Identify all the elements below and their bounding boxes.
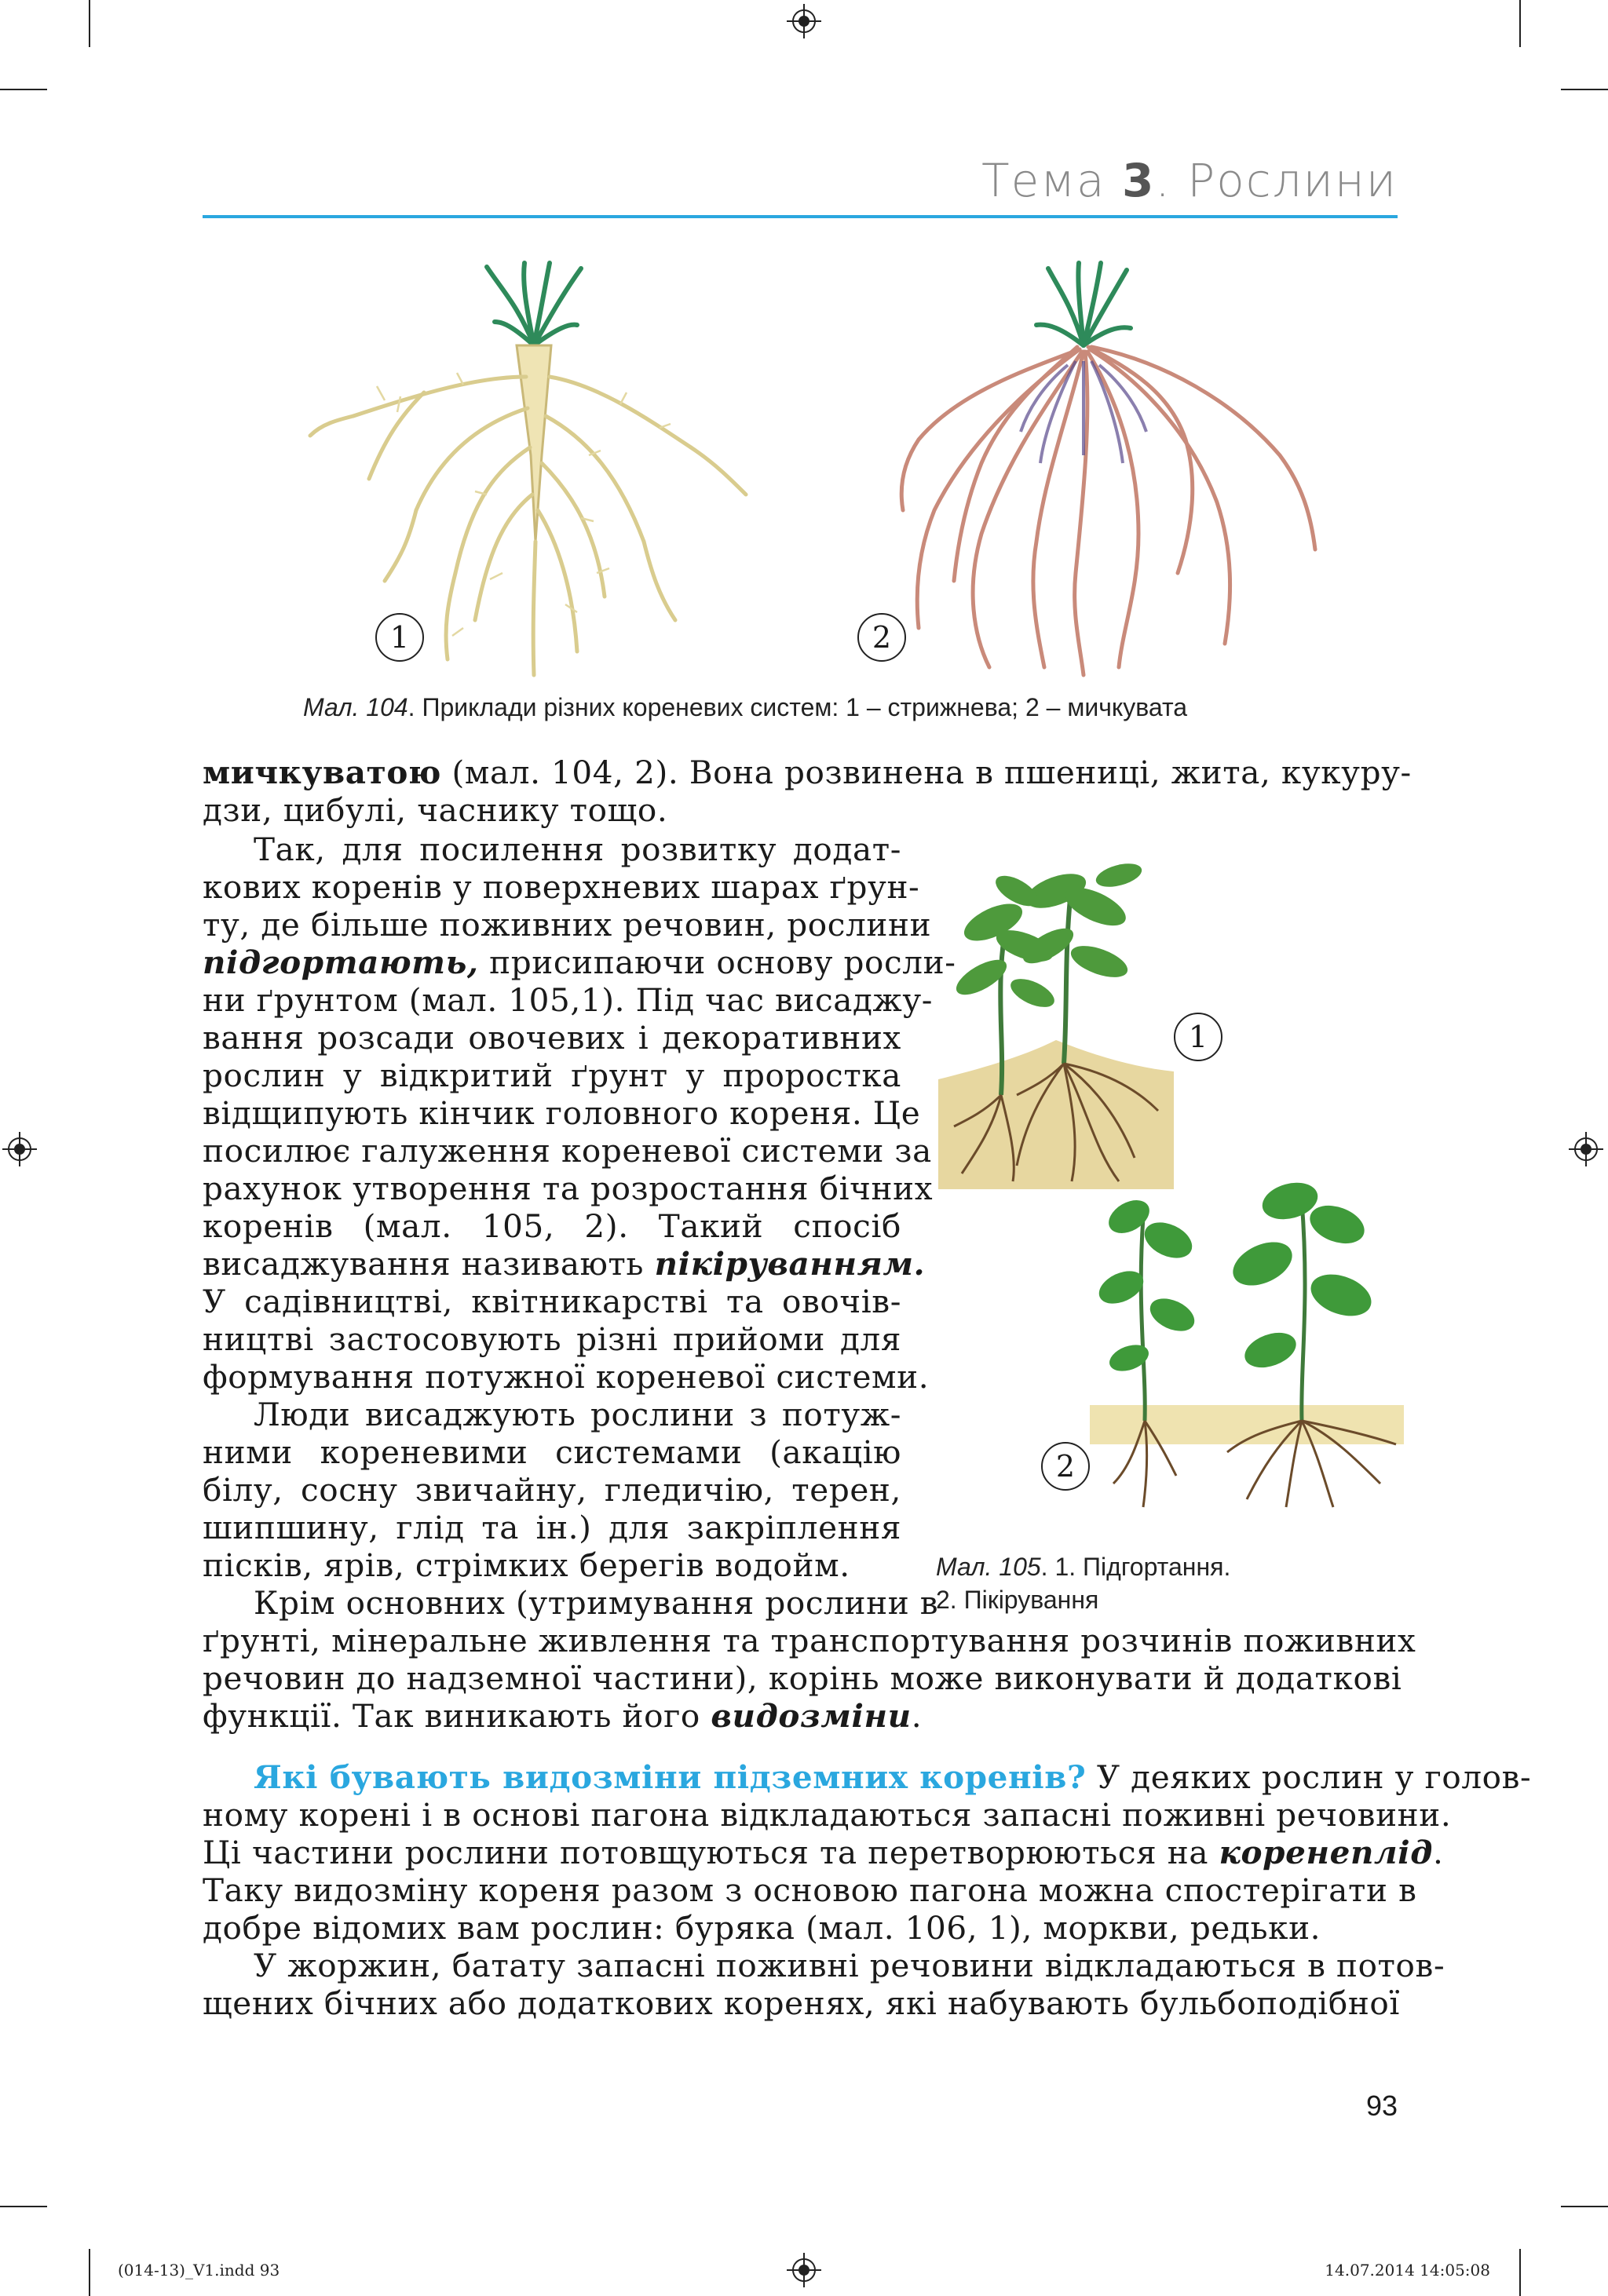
text-line: кових коренів у поверхневих шарах ґрун- [203,868,920,906]
figure-104-caption [303,693,1187,722]
crop-mark [1519,0,1521,47]
print-slug-right: 14.07.2014 14:05:08 [1325,2261,1490,2280]
running-header [981,154,1398,207]
text-line: ному корені і в основі пагона відкладаються запасні поживні речовини. [203,1796,1452,1834]
figure-104-caption-text: . Приклади різних кореневих систем: 1 – стрижнева; 2 – мичкувата [407,693,1188,721]
term-pricking-out: пікіруванням. [654,1245,926,1283]
crop-mark [1561,89,1608,90]
header-rule [203,215,1398,218]
text-line: У жоржин, батату запасні поживні речовини відкладаються в потов- [254,1947,1445,1984]
crop-mark [0,2206,47,2207]
crop-mark [89,0,90,47]
text-line: ними кореневими системами (акацію [203,1433,901,1471]
figure-104-caption-label: Мал. 104 [303,693,408,721]
text-line: щених бічних або додаткових коренях, які набувають бульбоподібної [203,1984,1400,2022]
header-topic-number: 3 [1122,154,1156,207]
figure-105-caption-line2: 2. Пікірування [936,1586,1099,1614]
figure-105-label-1: 1 [1174,1013,1222,1061]
text-line: відщипують кінчик головного кореня. Це [203,1094,921,1132]
text-span: У деяких рослин у голов- [1086,1758,1532,1796]
text-line: дзи, цибулі, часнику тощо. [203,791,668,829]
text-line [203,944,956,981]
term-hilling: підгортають, [203,944,479,981]
text-line: білу, сосну звичайну, гледичію, терен, [203,1471,901,1509]
figure-105-caption-label: Мал. 105 [936,1553,1041,1581]
text-line: рахунок утворення та розростання бічних [203,1170,934,1207]
text-line: шипшину, глід та ін.) для закріплення [203,1509,901,1546]
term-root-crop: коренеплід [1219,1834,1433,1871]
term-modifications: видозміни [711,1697,912,1735]
print-slug-left: (014-13)_V1.indd 93 [118,2261,280,2280]
registration-mark-icon [2,1132,37,1166]
header-prefix: Тема [981,154,1123,207]
crop-mark [1519,2249,1521,2296]
text-line: коренів (мал. 105, 2). Такий спосіб [203,1207,901,1245]
text-line: Люди висаджують рослини з потуж- [254,1396,901,1433]
text-line: пісків, ярів, стрімких берегів водойм. [203,1546,850,1584]
text-line: ництві застосовують різні прийоми для [203,1320,901,1358]
term-fibrous: мичкуватою [203,754,442,791]
text-line: ни ґрунтом (мал. 105,1). Під час висаджу- [203,981,934,1019]
text-line [254,1758,1532,1796]
section-question-heading: Які бувають видозміни підземних коренів? [254,1758,1087,1796]
text-line [203,1245,926,1283]
fibrous-root-system-illustration [887,259,1327,683]
registration-mark-icon [1569,1132,1603,1166]
text-span: присипаючи основу росли- [478,944,956,981]
crop-mark [89,2249,90,2296]
text-line: посилює галуження кореневої системи за [203,1132,932,1170]
text-line: Таку видозміну кореня разом з основою пагона можна спостерігати в [203,1871,1417,1909]
hilling-illustration [938,860,1174,1189]
text-span: функції. Так виникають його [203,1697,711,1735]
text-line: добре відомих вам рослин: буряка (мал. 106, 1), моркви, редьки. [203,1909,1321,1947]
text-span: (мал. 104, 2). Вона розвинена в пшениці, жита, кукуру- [441,754,1412,791]
text-line [203,1834,1444,1871]
text-span: висаджування називають [203,1245,655,1283]
text-span: . [1432,1834,1444,1871]
text-line: ту, де більше поживних речовин, рослини [203,906,932,944]
text-line [203,754,1412,791]
crop-mark [0,89,47,90]
text-line: Крім основних (утримування рослини в [254,1584,939,1622]
figure-105-caption [936,1553,1230,1582]
text-line: вання розсади овочевих і декоративних [203,1019,901,1057]
text-line: рослин у відкритий ґрунт у проростка [203,1057,901,1094]
figure-105-label-2: 2 [1041,1442,1090,1491]
text-line [203,1697,922,1735]
text-line: формування потужної кореневої системи. [203,1358,930,1396]
figure-104-label-2: 2 [857,613,906,662]
text-span: . [911,1697,923,1735]
text-span: Ці частини рослини потовщуються та перетворюються на [203,1834,1219,1871]
header-suffix: . Рослини [1155,154,1398,207]
crop-mark [1561,2206,1608,2207]
text-line: ґрунті, мінеральне живлення та транспортування розчинів поживних [203,1622,1416,1659]
figure-104-label-1: 1 [375,613,424,662]
registration-mark-icon [787,2253,821,2287]
text-line: Так, для посилення розвитку додат- [254,830,901,868]
pricking-out-illustration [1090,1170,1404,1515]
registration-mark-icon [787,4,821,38]
text-line: речовин до надземної частини), корінь може виконувати й додаткові [203,1659,1402,1697]
figure-105-caption-line1: . 1. Підгортання. [1040,1553,1231,1581]
text-line: У садівництві, квітникарстві та овочів- [203,1283,901,1320]
page-number: 93 [1365,2090,1398,2122]
taproot-system-illustration [306,259,762,683]
